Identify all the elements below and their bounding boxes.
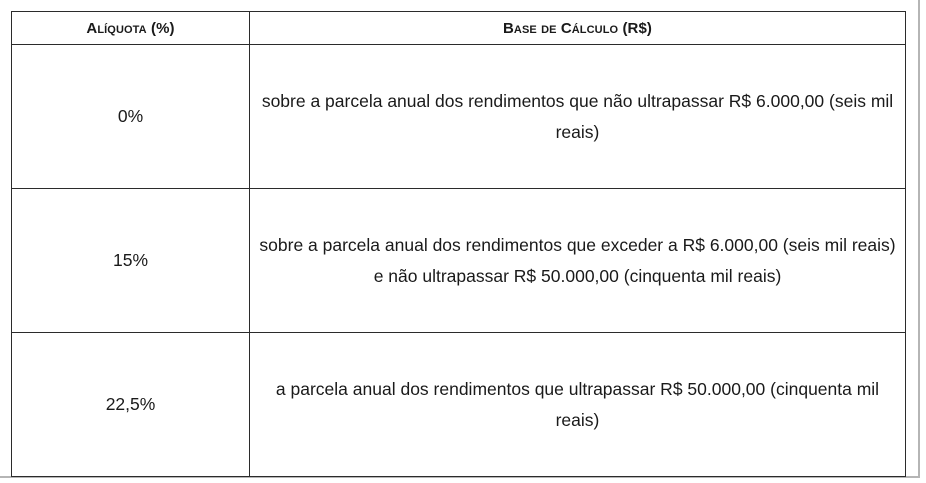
rate-cell: 0%: [12, 45, 250, 189]
rate-cell: 22,5%: [12, 333, 250, 477]
table-row: [12, 333, 906, 477]
base-cell: sobre a parcela anual dos rendimentos que exceder a R$ 6.000,00 (seis mil reais) e não ultrapassar R$ 50.000,00 (cinquenta mil reais): [250, 189, 906, 333]
base-cell: sobre a parcela anual dos rendimentos que não ultrapassar R$ 6.000,00 (seis mil reais): [250, 45, 906, 189]
header-base: Base de Cálculo (R$): [250, 12, 906, 45]
base-cell: a parcela anual dos rendimentos que ultrapassar R$ 50.000,00 (cinquenta mil reais): [250, 333, 906, 477]
table-header-row: [12, 12, 906, 45]
tax-rate-table: [11, 11, 906, 477]
rate-cell: 15%: [12, 189, 250, 333]
header-rate: Alíquota (%): [12, 12, 250, 45]
table-row: [12, 189, 906, 333]
table-row: [12, 45, 906, 189]
